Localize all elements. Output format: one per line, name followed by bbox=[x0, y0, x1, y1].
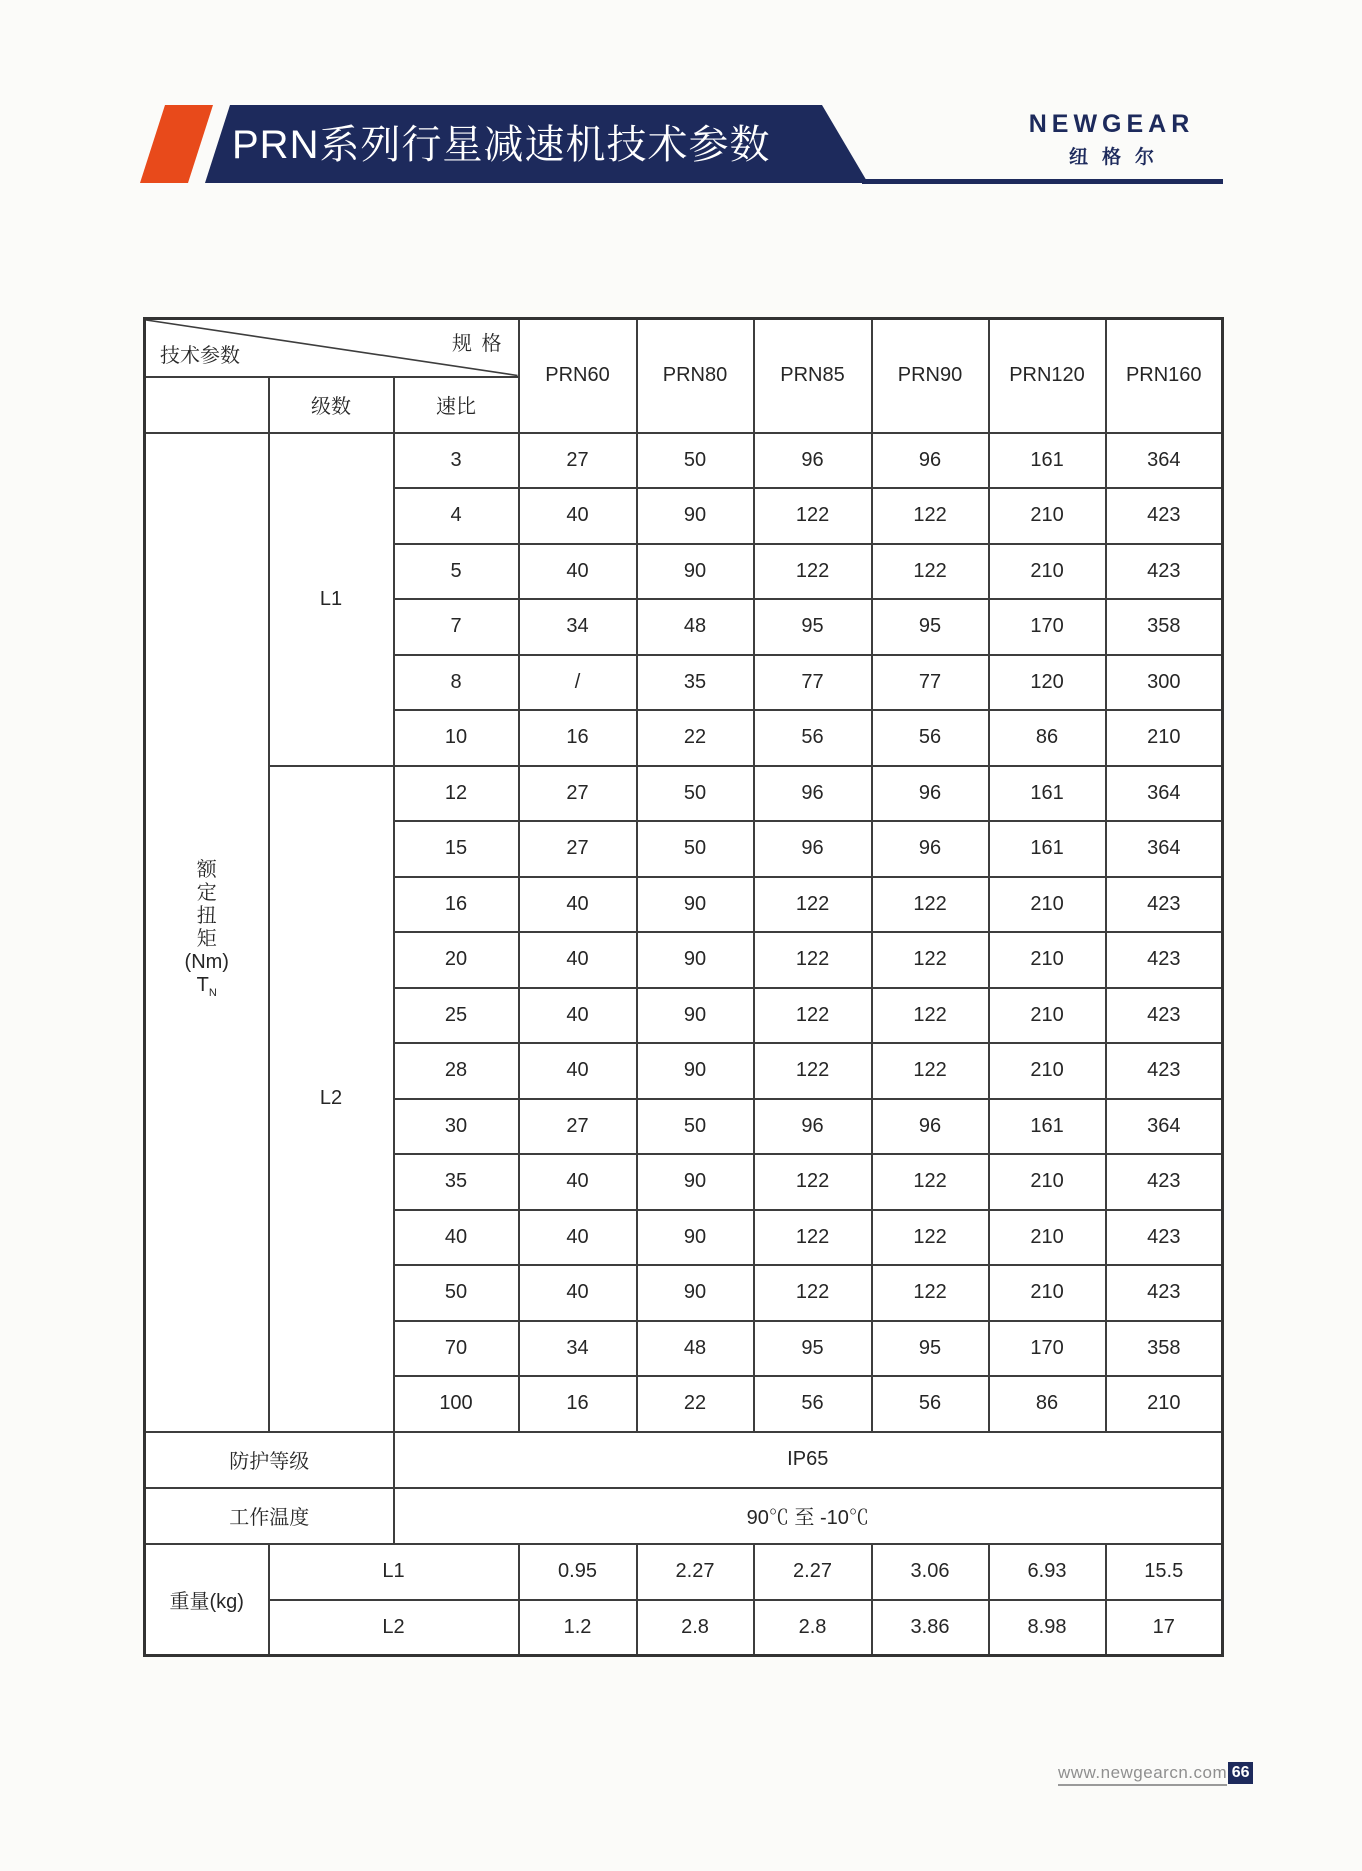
weight-value-PRN160: 15.5 bbox=[1106, 1544, 1223, 1600]
torque-value-PRN60: 27 bbox=[519, 766, 637, 822]
torque-value-PRN80: 90 bbox=[637, 1043, 754, 1099]
column-header-model: PRN80 bbox=[637, 319, 754, 433]
header-divider-line bbox=[862, 179, 1223, 184]
torque-value-PRN160: 423 bbox=[1106, 1154, 1223, 1210]
ratio-cell: 8 bbox=[394, 655, 519, 711]
torque-value-PRN60: 40 bbox=[519, 488, 637, 544]
corner-label-tech: 技术参数 bbox=[160, 344, 240, 367]
torque-value-PRN160: 364 bbox=[1106, 766, 1223, 822]
corner-label-spec: 规 格 bbox=[451, 333, 504, 355]
weight-value-PRN80: 2.27 bbox=[637, 1544, 754, 1600]
torque-value-PRN85: 122 bbox=[754, 1265, 872, 1321]
weight-value-PRN85: 2.8 bbox=[754, 1600, 872, 1656]
torque-value-PRN80: 50 bbox=[637, 766, 754, 822]
torque-value-PRN80: 90 bbox=[637, 1154, 754, 1210]
column-header-model: PRN60 bbox=[519, 319, 637, 433]
torque-value-PRN60: / bbox=[519, 655, 637, 711]
torque-value-PRN80: 90 bbox=[637, 1210, 754, 1266]
torque-value-PRN120: 161 bbox=[989, 821, 1106, 877]
empty-header-cell bbox=[145, 377, 269, 433]
ratio-cell: 20 bbox=[394, 932, 519, 988]
torque-value-PRN80: 90 bbox=[637, 488, 754, 544]
torque-value-PRN60: 40 bbox=[519, 932, 637, 988]
torque-value-PRN85: 122 bbox=[754, 1043, 872, 1099]
torque-value-PRN80: 90 bbox=[637, 1265, 754, 1321]
torque-value-PRN90: 56 bbox=[872, 1376, 989, 1432]
temperature-label: 工作温度 bbox=[145, 1488, 394, 1544]
torque-value-PRN120: 210 bbox=[989, 1210, 1106, 1266]
torque-value-PRN90: 95 bbox=[872, 599, 989, 655]
weight-value-PRN120: 8.98 bbox=[989, 1600, 1106, 1656]
torque-value-PRN120: 161 bbox=[989, 766, 1106, 822]
torque-value-PRN90: 95 bbox=[872, 1321, 989, 1377]
torque-value-PRN160: 210 bbox=[1106, 710, 1223, 766]
weight-value-PRN160: 17 bbox=[1106, 1600, 1223, 1656]
torque-value-PRN120: 210 bbox=[989, 544, 1106, 600]
torque-value-PRN90: 122 bbox=[872, 544, 989, 600]
protection-label: 防护等级 bbox=[145, 1432, 394, 1488]
ratio-cell: 10 bbox=[394, 710, 519, 766]
torque-value-PRN80: 90 bbox=[637, 932, 754, 988]
ratio-cell: 35 bbox=[394, 1154, 519, 1210]
torque-value-PRN120: 210 bbox=[989, 1265, 1106, 1321]
torque-value-PRN60: 40 bbox=[519, 988, 637, 1044]
torque-value-PRN85: 56 bbox=[754, 1376, 872, 1432]
torque-value-PRN160: 358 bbox=[1106, 1321, 1223, 1377]
torque-value-PRN60: 40 bbox=[519, 1265, 637, 1321]
torque-value-PRN120: 210 bbox=[989, 932, 1106, 988]
ratio-cell: 30 bbox=[394, 1099, 519, 1155]
ratio-cell: 5 bbox=[394, 544, 519, 600]
torque-value-PRN90: 122 bbox=[872, 1265, 989, 1321]
torque-value-PRN160: 423 bbox=[1106, 1210, 1223, 1266]
torque-value-PRN160: 364 bbox=[1106, 1099, 1223, 1155]
torque-value-PRN85: 95 bbox=[754, 1321, 872, 1377]
stage-label-L1: L1 bbox=[269, 433, 394, 766]
torque-value-PRN60: 40 bbox=[519, 544, 637, 600]
torque-value-PRN160: 423 bbox=[1106, 544, 1223, 600]
torque-value-PRN85: 122 bbox=[754, 544, 872, 600]
torque-value-PRN85: 122 bbox=[754, 1210, 872, 1266]
torque-value-PRN85: 122 bbox=[754, 988, 872, 1044]
torque-row bbox=[145, 433, 1223, 489]
ratio-cell: 25 bbox=[394, 988, 519, 1044]
torque-value-PRN60: 40 bbox=[519, 877, 637, 933]
torque-value-PRN120: 120 bbox=[989, 655, 1106, 711]
torque-value-PRN120: 86 bbox=[989, 710, 1106, 766]
page-number-badge: 66 bbox=[1228, 1762, 1253, 1784]
column-header-model: PRN120 bbox=[989, 319, 1106, 433]
torque-value-PRN90: 96 bbox=[872, 433, 989, 489]
torque-value-PRN120: 210 bbox=[989, 877, 1106, 933]
page-title: PRN系列行星减速机技术参数 bbox=[232, 123, 771, 167]
ratio-cell: 40 bbox=[394, 1210, 519, 1266]
torque-value-PRN160: 423 bbox=[1106, 877, 1223, 933]
weight-value-PRN90: 3.86 bbox=[872, 1600, 989, 1656]
torque-value-PRN120: 86 bbox=[989, 1376, 1106, 1432]
torque-value-PRN60: 40 bbox=[519, 1210, 637, 1266]
brand-logo-chinese: 纽格尔 bbox=[1068, 147, 1168, 168]
weight-value-PRN60: 1.2 bbox=[519, 1600, 637, 1656]
torque-value-PRN160: 423 bbox=[1106, 488, 1223, 544]
torque-value-PRN85: 122 bbox=[754, 1154, 872, 1210]
torque-value-PRN60: 34 bbox=[519, 599, 637, 655]
ratio-cell: 70 bbox=[394, 1321, 519, 1377]
column-header-stage: 级数 bbox=[269, 377, 394, 433]
orange-accent-shape bbox=[140, 105, 213, 183]
torque-value-PRN160: 423 bbox=[1106, 988, 1223, 1044]
weight-value-PRN120: 6.93 bbox=[989, 1544, 1106, 1600]
torque-value-PRN80: 48 bbox=[637, 1321, 754, 1377]
torque-value-PRN90: 96 bbox=[872, 1099, 989, 1155]
weight-value-PRN60: 0.95 bbox=[519, 1544, 637, 1600]
torque-value-PRN60: 40 bbox=[519, 1043, 637, 1099]
torque-value-PRN160: 300 bbox=[1106, 655, 1223, 711]
torque-value-PRN85: 96 bbox=[754, 766, 872, 822]
torque-value-PRN85: 77 bbox=[754, 655, 872, 711]
torque-value-PRN120: 210 bbox=[989, 988, 1106, 1044]
torque-value-PRN120: 210 bbox=[989, 488, 1106, 544]
torque-value-PRN85: 122 bbox=[754, 488, 872, 544]
torque-value-PRN60: 27 bbox=[519, 1099, 637, 1155]
column-header-ratio: 速比 bbox=[394, 377, 519, 433]
ratio-cell: 15 bbox=[394, 821, 519, 877]
ratio-cell: 12 bbox=[394, 766, 519, 822]
torque-value-PRN85: 95 bbox=[754, 599, 872, 655]
torque-value-PRN160: 210 bbox=[1106, 1376, 1223, 1432]
torque-value-PRN90: 96 bbox=[872, 821, 989, 877]
torque-value-PRN80: 50 bbox=[637, 821, 754, 877]
column-header-model: PRN160 bbox=[1106, 319, 1223, 433]
torque-row bbox=[145, 766, 1223, 822]
torque-value-PRN80: 90 bbox=[637, 544, 754, 600]
torque-value-PRN90: 56 bbox=[872, 710, 989, 766]
torque-value-PRN85: 96 bbox=[754, 433, 872, 489]
torque-value-PRN160: 423 bbox=[1106, 1265, 1223, 1321]
column-header-model: PRN90 bbox=[872, 319, 989, 433]
ratio-cell: 16 bbox=[394, 877, 519, 933]
ratio-cell: 3 bbox=[394, 433, 519, 489]
ratio-cell: 28 bbox=[394, 1043, 519, 1099]
torque-value-PRN90: 122 bbox=[872, 488, 989, 544]
torque-value-PRN60: 27 bbox=[519, 821, 637, 877]
torque-value-PRN60: 40 bbox=[519, 1154, 637, 1210]
torque-value-PRN120: 210 bbox=[989, 1043, 1106, 1099]
weight-stage-L2: L2 bbox=[269, 1600, 519, 1656]
column-header-model: PRN85 bbox=[754, 319, 872, 433]
torque-value-PRN85: 122 bbox=[754, 932, 872, 988]
temperature-value: 90℃ 至 -10℃ bbox=[394, 1488, 1223, 1544]
torque-value-PRN160: 364 bbox=[1106, 433, 1223, 489]
ratio-cell: 4 bbox=[394, 488, 519, 544]
torque-value-PRN90: 77 bbox=[872, 655, 989, 711]
torque-value-PRN160: 423 bbox=[1106, 1043, 1223, 1099]
website-url: www.newgearcn.com bbox=[1058, 1762, 1227, 1786]
torque-value-PRN120: 161 bbox=[989, 433, 1106, 489]
torque-value-PRN120: 170 bbox=[989, 599, 1106, 655]
weight-value-PRN85: 2.27 bbox=[754, 1544, 872, 1600]
brand-logo: NEWGEAR bbox=[1028, 110, 1195, 138]
protection-value: IP65 bbox=[394, 1432, 1223, 1488]
weight-stage-L1: L1 bbox=[269, 1544, 519, 1600]
ratio-cell: 7 bbox=[394, 599, 519, 655]
stage-label-L2: L2 bbox=[269, 766, 394, 1432]
ratio-cell: 50 bbox=[394, 1265, 519, 1321]
page-footer bbox=[1058, 1762, 1253, 1786]
torque-value-PRN90: 122 bbox=[872, 877, 989, 933]
torque-value-PRN85: 96 bbox=[754, 1099, 872, 1155]
torque-value-PRN85: 56 bbox=[754, 710, 872, 766]
torque-value-PRN160: 364 bbox=[1106, 821, 1223, 877]
torque-value-PRN60: 34 bbox=[519, 1321, 637, 1377]
torque-value-PRN90: 122 bbox=[872, 1154, 989, 1210]
torque-value-PRN160: 358 bbox=[1106, 599, 1223, 655]
torque-value-PRN80: 35 bbox=[637, 655, 754, 711]
torque-value-PRN80: 50 bbox=[637, 433, 754, 489]
torque-value-PRN60: 16 bbox=[519, 710, 637, 766]
ratio-cell: 100 bbox=[394, 1376, 519, 1432]
torque-value-PRN80: 90 bbox=[637, 877, 754, 933]
weight-row bbox=[145, 1600, 1223, 1656]
spec-table bbox=[143, 317, 1224, 1657]
torque-value-PRN80: 90 bbox=[637, 988, 754, 1044]
torque-value-PRN90: 122 bbox=[872, 988, 989, 1044]
weight-label: 重量(kg) bbox=[145, 1544, 269, 1656]
torque-value-PRN90: 122 bbox=[872, 932, 989, 988]
torque-value-PRN60: 16 bbox=[519, 1376, 637, 1432]
torque-value-PRN120: 161 bbox=[989, 1099, 1106, 1155]
torque-value-PRN90: 96 bbox=[872, 766, 989, 822]
corner-header-cell bbox=[145, 319, 519, 377]
torque-value-PRN85: 96 bbox=[754, 821, 872, 877]
torque-value-PRN80: 48 bbox=[637, 599, 754, 655]
weight-row bbox=[145, 1544, 1223, 1600]
torque-value-PRN90: 122 bbox=[872, 1043, 989, 1099]
torque-value-PRN120: 210 bbox=[989, 1154, 1106, 1210]
torque-value-PRN160: 423 bbox=[1106, 932, 1223, 988]
torque-value-PRN120: 170 bbox=[989, 1321, 1106, 1377]
torque-value-PRN80: 50 bbox=[637, 1099, 754, 1155]
weight-value-PRN90: 3.06 bbox=[872, 1544, 989, 1600]
rated-torque-label: 额 定 扭 矩 (Nm) $T_N$ bbox=[145, 433, 269, 1432]
weight-value-PRN80: 2.8 bbox=[637, 1600, 754, 1656]
torque-value-PRN60: 27 bbox=[519, 433, 637, 489]
torque-value-PRN90: 122 bbox=[872, 1210, 989, 1266]
torque-value-PRN80: 22 bbox=[637, 710, 754, 766]
torque-value-PRN85: 122 bbox=[754, 877, 872, 933]
torque-value-PRN80: 22 bbox=[637, 1376, 754, 1432]
